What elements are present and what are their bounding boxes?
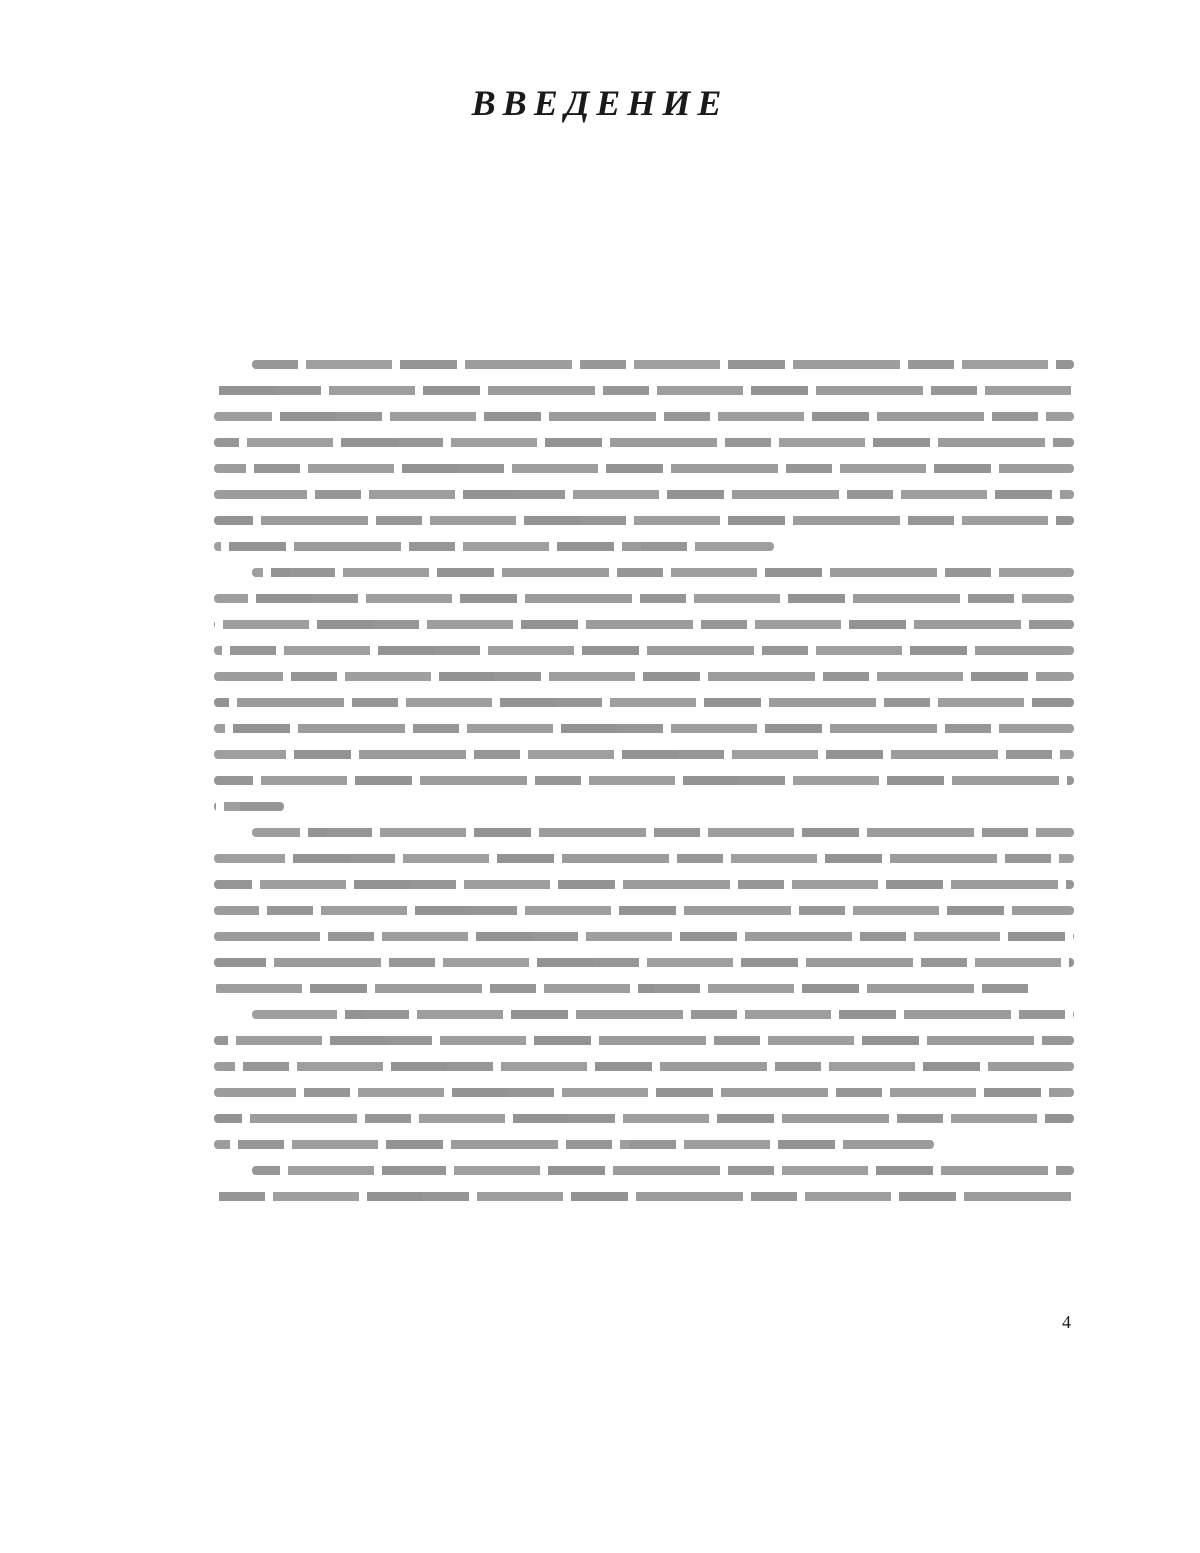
text-line (214, 984, 1034, 993)
text-line (214, 1192, 1074, 1201)
paragraph (214, 1010, 1074, 1149)
text-line (214, 672, 1074, 681)
text-line (214, 594, 1074, 603)
text-line (214, 542, 774, 551)
text-line (214, 1036, 1074, 1045)
text-line (214, 802, 284, 811)
paragraph (214, 828, 1074, 993)
text-line (214, 854, 1074, 863)
text-line (252, 828, 1074, 837)
text-line (214, 646, 1074, 655)
text-line (214, 438, 1074, 447)
text-line (214, 516, 1074, 525)
text-line (214, 906, 1074, 915)
text-line (252, 1010, 1074, 1019)
text-line (214, 1140, 934, 1149)
text-line (214, 776, 1074, 785)
page-title: ВВЕДЕНИЕ (471, 83, 729, 123)
text-line (214, 620, 1074, 629)
text-line (214, 1062, 1074, 1071)
text-line (214, 698, 1074, 707)
text-line (252, 1166, 1074, 1175)
text-line (214, 958, 1074, 967)
text-line (214, 490, 1074, 499)
text-line (214, 750, 1074, 759)
text-line (252, 360, 1074, 369)
text-line (214, 464, 1074, 473)
text-line (214, 1114, 1074, 1123)
paragraph (214, 1166, 1074, 1201)
paragraph (214, 360, 1074, 551)
text-line (252, 568, 1074, 577)
page-number: 4 (1062, 1312, 1071, 1332)
body-text (214, 360, 1074, 1218)
paragraph (214, 568, 1074, 811)
text-line (214, 724, 1074, 733)
text-line (214, 412, 1074, 421)
text-line (214, 880, 1074, 889)
text-line (214, 386, 1074, 395)
text-line (214, 1088, 1074, 1097)
text-line (214, 932, 1074, 941)
